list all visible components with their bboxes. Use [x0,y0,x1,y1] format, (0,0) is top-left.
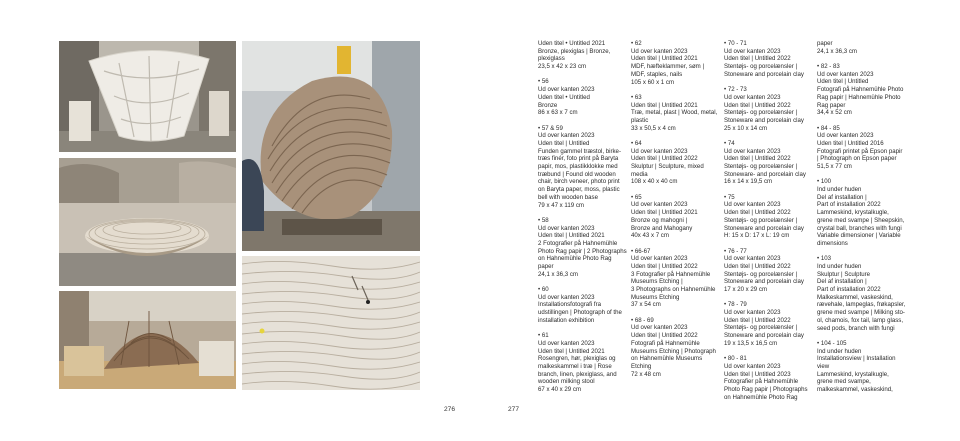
caption-line: Uden titel | Untitled 2022 [724,155,791,163]
caption-line: • 65 [631,193,642,201]
caption-line: Rag papir | Hahnemühle Photo [817,93,901,101]
caption-line: on Hahnemühle Museums [631,355,703,363]
caption-line: Uden titel • Untitled 2021 [538,40,606,47]
caption-line: Ud over kanten 2023 [724,147,781,155]
caption-line: Museums Etching | Photograph [631,347,716,355]
caption-line: Ud over kanten 2023 [724,201,781,209]
caption-line: Stentøjs- og porcelænsler | [724,216,798,224]
caption-line: • 62 [631,40,642,47]
caption-line: 3 Fotografier på Hahnemühle [631,270,711,278]
caption-line: branch, linen, plexiglass, and [538,370,617,378]
caption-line: on Hahnemühle Photo Rag [538,255,612,263]
caption-line: Uden titel • Untitled [538,93,590,101]
caption-line: træbund | Found old wooden [538,170,616,178]
caption-line: grene med svampe | Sheepskin, [817,216,905,224]
caption-line: Fotografi printet på Epson papir [817,147,903,155]
caption-line: Skulptur | Sculpture [817,270,871,278]
caption-line: • 61 [538,332,549,340]
caption-line: 40x 43 x 7 cm [631,232,669,240]
photo-lattice-vessel-workshop [59,41,236,152]
caption-line: • 63 [631,93,642,101]
caption-line: • 60 [538,286,549,294]
photo-dome-sculpture-workbench [59,291,236,389]
caption-line: Museums Etching | [631,278,683,286]
caption-column-1 [538,40,630,401]
caption-line: Stoneware- and porcelain clay [724,170,806,178]
caption-line: Lammeskind, krystalkugle, [817,370,889,378]
caption-entry [817,340,917,394]
caption-line: Ud over kanten 2023 [724,362,781,370]
caption-line: crystal ball, branches with fungi [817,224,902,232]
caption-entry [538,217,630,279]
caption-line: Funden gammel træstol, birke- [538,147,621,155]
caption-line: Part of installation 2022 [817,286,881,294]
caption-line: Uden titel | Untitled 2016 [817,139,884,147]
caption-entry [724,355,816,401]
caption-line: • 84 - 85 [817,124,840,132]
caption-line: malkeskammel i træ | Rose [538,362,612,370]
caption-line: Ud over kanten 2023 [538,224,595,232]
caption-line: 67 x 40 x 29 cm [538,386,582,394]
caption-line: Uden titel | Untitled 2021 [538,232,605,240]
caption-line: Uden titel | Untitled 2021 [631,55,698,63]
caption-line: 37 x 54 cm [631,301,661,309]
caption-line: 51,5 x 77 cm [817,163,852,171]
caption-line: • 82 - 83 [817,63,840,70]
caption-line: Uden titel | Untitled 2022 [724,316,791,324]
caption-line: Rag paper [817,101,846,109]
caption-line: Part of installation 2022 [817,201,881,209]
caption-line: Del af installation | [817,278,867,286]
caption-line: plastic [631,116,649,124]
caption-line: malkeskammel, vaskeskind, [817,386,893,394]
caption-line: Stoneware and porcelain clay [724,224,804,232]
caption-entry [724,140,816,186]
caption-line: MDF, hæfteklammer, søm | [631,63,705,71]
caption-line: view [817,362,830,370]
caption-line: Photo Rag papir | 2 Photographs [538,247,627,255]
caption-line: Ud over kanten 2023 [538,132,595,140]
caption-line: Fotografi på Hahnemühle Photo [817,86,904,94]
caption-line: dimensions [817,239,848,247]
caption-line: • 68 - 69 [631,316,654,324]
caption-line: Ind under huden [817,262,862,270]
caption-line: Bronze og mahogni | [631,216,688,224]
caption-column-4 [817,40,917,401]
caption-line: Variable dimensioner | Variable [817,232,901,240]
caption-line: • 75 [724,193,735,201]
caption-line: Uden titel | Untitled 2022 [631,262,698,270]
caption-line: Uden titel | Untitled [817,78,869,86]
caption-entry [724,248,816,294]
caption-line: Uden titel | Untitled 2021 [631,209,698,217]
caption-line: • 72 - 73 [724,86,747,94]
caption-line: Uden titel | Untitled 2022 [631,155,698,163]
caption-line: • 100 [817,178,831,186]
caption-entry [631,94,723,133]
caption-line: plexiglass [538,55,565,63]
caption-line: Del af installation | [817,193,867,201]
caption-line: 33 x 50,5 x 4 cm [631,124,676,132]
caption-line: 2 Fotografier på Hahnemühle [538,239,618,247]
caption-line: Ud over kanten 2023 [631,147,688,155]
caption-line: 19 x 13,5 x 16,5 cm [724,339,778,347]
caption-line: Ud over kanten 2023 [538,293,595,301]
caption-line: 72 x 48 cm [631,370,661,378]
caption-line: Bronze and Mahogany [631,224,693,232]
caption-entry [724,86,816,132]
caption-entry [724,194,816,240]
caption-line: Etching [631,362,652,370]
caption-line: Fotografi på Hahnemühle [631,339,700,347]
caption-line: Uden titel | Untitled 2022 [724,55,791,63]
caption-line: Ud over kanten 2023 [817,70,874,78]
caption-line: • 103 [817,255,831,263]
caption-line: Ind under huden [817,347,862,355]
caption-column-3 [724,40,816,409]
caption-line: 86 x 63 x 7 cm [538,109,578,117]
caption-line: Ud over kanten 2023 [538,86,595,94]
caption-line: Ud over kanten 2023 [631,47,688,55]
caption-entry [724,40,816,79]
caption-entry [631,248,723,310]
caption-line: paper [538,263,554,271]
caption-entry [538,125,630,210]
caption-line: udstillingen | Photograph of the [538,309,622,317]
caption-line: MDF, staples, nails [631,70,683,78]
caption-line: wooden milking stool [538,378,595,386]
caption-entry [817,125,917,171]
caption-line: 34,4 x 52 cm [817,109,852,117]
caption-line: | Photograph on Epson paper [817,155,897,163]
caption-line: Uden titel | Untitled 2022 [724,209,791,217]
caption-entry [817,178,917,247]
caption-line: ol, chamois, fox tail, lamp glass, [817,316,904,324]
caption-line: paper [817,40,833,47]
caption-line: • 78 - 79 [724,301,747,309]
caption-line: • 70 - 71 [724,40,747,47]
caption-line: 105 x 60 x 1 cm [631,78,675,86]
caption-line: Uden titel | Untitled 2022 [631,332,698,340]
caption-line: 17 x 20 x 29 cm [724,286,768,294]
caption-line: Ud over kanten 2023 [631,255,688,263]
caption-line: 24,1 x 36,3 cm [817,47,857,55]
caption-line: Stentøjs- og porcelænsler | [724,63,798,71]
caption-entry [538,78,630,117]
caption-line: Stentøjs- og porcelænsler | [724,109,798,117]
caption-line: bell with wooden base [538,193,598,201]
caption-line: grene med svampe, [817,378,871,386]
caption-line: Ud over kanten 2023 [724,255,781,263]
caption-line: 79 x 47 x 119 cm [538,201,584,209]
caption-entry [817,63,917,117]
caption-line: grene med svampe | Milking sto- [817,309,905,317]
caption-line: Bronze [538,101,558,109]
caption-line: • 57 & 59 [538,124,563,132]
caption-line: 25 x 10 x 14 cm [724,124,768,132]
caption-line: Uden titel | Untitled 2021 [631,101,698,109]
caption-entry [631,317,723,379]
caption-line: • 74 [724,139,735,147]
caption-line: 24,1 x 36,3 cm [538,270,578,278]
caption-line: Stoneware and porcelain clay [724,116,804,124]
caption-line: Stentøjs- og porcelænsler | [724,163,798,171]
caption-line: chair, birch veneer, photo print [538,178,620,186]
caption-line: Bronze, plexiglas | Bronze, [538,47,611,55]
photo-ribbed-form-with-worker [242,41,420,251]
photo-layered-bowl-workshop [59,158,236,286]
caption-line: 16 x 14 x 19,5 cm [724,178,773,186]
caption-line: Skulptur | Sculpture, mixed [631,163,704,171]
caption-entry [538,286,630,325]
caption-line: Photo Rag papir | Photographs [724,385,808,393]
caption-line: 23,5 x 42 x 23 cm [538,63,587,71]
caption-line: Uden titel | Untitled 2021 [538,347,605,355]
caption-entry [817,255,917,332]
caption-line: installation exhibition [538,316,595,324]
caption-line: Stoneware and porcelain clay [724,332,804,340]
caption-line: seed pods, branch with fungi [817,324,895,332]
caption-line: Stentøjs- og porcelænsler | [724,324,798,332]
caption-entry [631,140,723,186]
caption-entry [538,332,630,394]
caption-line: • 66-67 [631,247,651,255]
caption-entry [631,194,723,240]
caption-line: • 104 - 105 [817,339,847,347]
caption-line: • 76 - 77 [724,247,747,255]
caption-column-2 [631,40,723,386]
caption-line: Uden titel | Untitled [538,139,590,147]
caption-line: media [631,170,648,178]
caption-line: Lammeskind, krystalkugle, [817,209,889,217]
caption-line: Ud over kanten 2023 [631,201,688,209]
caption-line: Ud over kanten 2023 [817,132,874,140]
caption-entry [724,301,816,347]
caption-line: H: 15 x D: 17 x L: 19 cm [724,232,790,240]
caption-line: rævehale, lampeglas, frøkapsler, [817,301,906,309]
caption-entry [538,40,630,71]
caption-line: Uden titel | Untitled 2022 [724,262,791,270]
caption-line: Installationsview | Installation [817,355,896,363]
caption-line: Stentøjs- og porcelænsler | [724,270,798,278]
caption-line: Ind under huden [817,186,862,194]
caption-line: 3 Photographs on Hahnemühle [631,286,716,294]
caption-line: papir, mos, plastikklokke med [538,163,618,171]
caption-line: • 80 - 81 [724,355,747,363]
caption-line: Ud over kanten 2023 [631,324,688,332]
page-number-right: 277 [508,406,520,413]
caption-line: Uden titel | Untitled 2022 [724,101,791,109]
right-page [480,0,960,441]
caption-entry [631,40,723,86]
caption-line: • 58 [538,216,549,224]
caption-line: træs finér, foto print på Baryta [538,155,619,163]
caption-line: Rosengren, hør, plexiglas og [538,355,616,363]
caption-entry [817,40,917,55]
caption-line: Ud over kanten 2023 [724,93,781,101]
caption-line: on Hahnemühle Photo Rag [724,393,798,401]
caption-line: • 56 [538,78,549,86]
caption-line: • 64 [631,139,642,147]
caption-line: Fotografier på Hahnemühle [724,378,799,386]
caption-line: Ud over kanten 2023 [538,339,595,347]
caption-line: 108 x 40 x 40 cm [631,178,678,186]
caption-line: Installationsfotografi fra [538,301,602,309]
caption-line: Ud over kanten 2023 [724,309,781,317]
caption-line: Ud over kanten 2023 [724,47,781,55]
caption-line: Malkeskammel, vaskeskind, [817,293,893,301]
page-number-left: 276 [444,406,456,413]
caption-line: Træ, metal, plast | Wood, metal, [631,109,718,117]
caption-line: Stoneware and porcelain clay [724,278,804,286]
photo-layered-wall-closeup [242,256,420,390]
caption-line: Museums Etching [631,293,680,301]
caption-line: on Baryta paper, moss, plastic [538,186,620,194]
caption-line: Stoneware and porcelain clay [724,70,804,78]
caption-line: Uden titel | Untitled 2023 [724,370,791,378]
